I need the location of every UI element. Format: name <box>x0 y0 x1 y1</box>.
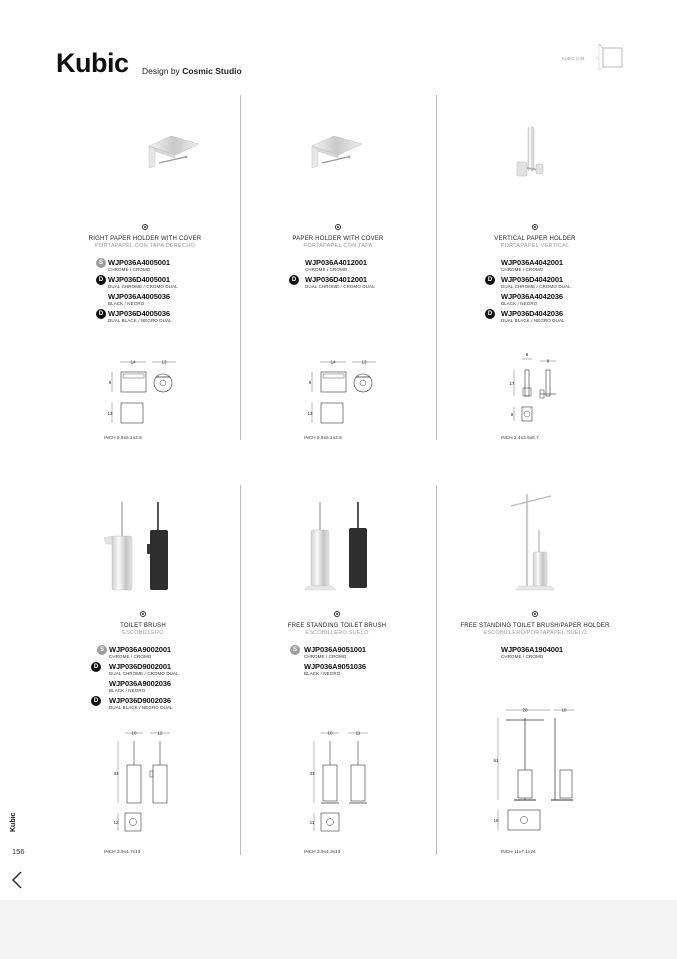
dim-height: 33 <box>113 771 119 776</box>
marker-icon <box>532 224 538 230</box>
code-row <box>501 645 677 662</box>
product-toilet-brush <box>48 611 238 713</box>
d-badge-icon: D <box>91 662 101 672</box>
product-code: WJP036D4005001 <box>108 275 170 284</box>
product-code: WJP036D4012001 <box>305 275 367 284</box>
d-badge-icon: D <box>485 275 495 285</box>
technical-drawing-brush-paper-stand <box>488 704 578 836</box>
dim-depth: 12 <box>157 730 163 736</box>
finish-label: DUAL BLACK / NEGRO DUAL <box>108 318 172 323</box>
product-image-free-standing-toilet-brush <box>300 498 380 594</box>
product-name-es: ESCOBILLERO/PORTAPAPEL SUELO <box>483 630 587 636</box>
product-name-es: PORTAPAPEL CON TAPA <box>303 243 373 249</box>
code-row <box>109 679 299 696</box>
code-row <box>304 662 494 679</box>
inch-dimensions: INCH 11x7.1x24 <box>501 849 536 854</box>
finish-label: DUAL CHROME / CROMO DUAL <box>109 671 179 676</box>
code-row <box>487 309 677 326</box>
product-name: TOILET BRUSH <box>120 623 166 629</box>
product-name-es: PORTAPAPEL CON TAPA DERECHO <box>95 243 195 249</box>
dim-height: 17 <box>509 381 515 386</box>
d-badge-icon: D <box>91 696 101 706</box>
code-row <box>501 258 677 275</box>
product-name-es: ESCOBILLERO <box>122 630 164 636</box>
code-list <box>501 645 677 662</box>
product-code: WJP036A4042001 <box>501 258 563 267</box>
dim-base: 13 <box>107 411 113 416</box>
design-by-prefix: Design by <box>142 66 180 76</box>
dim-depth: 13 <box>161 359 167 365</box>
inch-dimensions: INCH 5.5x5.1x3.5 <box>104 435 142 440</box>
finish-label: CHROME / CROMO <box>305 267 348 272</box>
product-name: RIGHT PAPER HOLDER WITH COVER <box>88 236 202 242</box>
back-arrow-icon[interactable] <box>10 870 24 890</box>
dim-depth: 11 <box>355 730 361 736</box>
product-name: FREE STANDING TOILET BRUSH/PAPER HOLDER <box>460 623 610 629</box>
dim-base: 9 <box>510 412 514 417</box>
marker-icon <box>532 611 538 617</box>
d-badge-icon: D <box>96 275 106 285</box>
product-code: WJP036A9051001 <box>304 645 366 654</box>
studio-name: Cosmic Studio <box>182 66 242 76</box>
finish-label: CHROME / CROMO <box>501 654 544 659</box>
finish-label: CHROME / CROMO <box>304 654 347 659</box>
dim-width: 14 <box>330 359 336 365</box>
product-code: WJP036A9002001 <box>109 645 171 654</box>
finish-label: DUAL CHROME / CROMO DUAL <box>501 284 571 289</box>
inch-dimensions: INCH 3.9x4.3x13 <box>304 849 341 854</box>
product-code: WJP036A4005001 <box>108 258 170 267</box>
product-vertical-paper-holder <box>440 224 630 326</box>
technical-drawing-paper-holder <box>104 355 184 427</box>
product-image-vertical-paper-holder <box>512 124 548 184</box>
dim-height: 9 <box>108 380 112 385</box>
technical-drawing-vertical-holder <box>506 350 566 428</box>
page-number: 156 <box>12 847 25 856</box>
product-name: PAPER HOLDER WITH COVER <box>292 236 384 242</box>
product-image-brush-paper-holder-stand <box>505 490 561 594</box>
finish-label: BLACK / NEGRO <box>304 671 341 676</box>
cube-label: KuBiC C.M. <box>562 56 586 61</box>
inch-dimensions: INCH 3.9x4.7x13 <box>104 849 141 854</box>
code-row <box>93 696 299 713</box>
dim-depth: 13 <box>361 359 367 365</box>
code-list <box>487 258 677 326</box>
marker-icon <box>140 611 146 617</box>
brand-title: Kubic <box>56 48 129 78</box>
product-name-es: PORTAPAPEL VERTICAL <box>500 243 570 249</box>
dim-width: 6 <box>525 352 529 357</box>
product-code: WJP036A4005036 <box>108 292 170 301</box>
product-code: WJP036D4005036 <box>108 309 170 318</box>
code-row <box>98 309 298 326</box>
d-badge-icon: D <box>485 309 495 319</box>
dim-depth: 9 <box>546 358 550 364</box>
product-code: WJP036A1904001 <box>501 645 563 654</box>
finish-label: CHROME / CROMO <box>108 267 151 272</box>
side-section-label: Kubic <box>10 812 17 832</box>
footer-bar <box>0 900 677 959</box>
dim-width: 14 <box>130 359 136 365</box>
dim-base: 13 <box>307 411 313 416</box>
product-paper-holder <box>243 224 433 292</box>
cube-logo-icon <box>596 42 626 74</box>
finish-label: DUAL BLACK / NEGRO DUAL <box>501 318 565 323</box>
dim-height: 61 <box>493 758 499 763</box>
product-name-es: ESCOBILLERO SUELO <box>305 630 369 636</box>
technical-drawing-paper-holder <box>304 355 384 427</box>
product-right-paper-holder <box>50 224 240 326</box>
finish-label: CHROME / CROMO <box>109 654 152 659</box>
d-badge-icon: D <box>96 309 106 319</box>
dim-height: 33 <box>309 771 315 776</box>
code-row <box>501 292 677 309</box>
product-code: WJP036A4012001 <box>305 258 367 267</box>
dim-width: 10 <box>327 730 333 736</box>
dim-base: 12 <box>113 820 119 825</box>
product-code: WJP036A9002036 <box>109 679 171 688</box>
dim-base: 18 <box>493 818 499 823</box>
product-free-standing-toilet-brush <box>242 611 432 679</box>
dim-width: 10 <box>131 730 137 736</box>
marker-icon <box>334 611 340 617</box>
product-code: WJP036D4042001 <box>501 275 563 284</box>
dim-width: 28 <box>522 707 528 713</box>
finish-label: DUAL CHROME / CROMO DUAL <box>108 284 178 289</box>
s-badge-icon: S <box>97 645 107 655</box>
product-image-paper-holder <box>308 130 368 175</box>
d-badge-icon: D <box>289 275 299 285</box>
inch-dimensions: INCH 5.5x5.1x3.5 <box>304 435 342 440</box>
product-code: WJP036D9002001 <box>109 662 171 671</box>
dim-depth: 18 <box>561 707 567 713</box>
dim-height: 9 <box>308 380 312 385</box>
product-image-right-paper-holder <box>145 130 205 175</box>
code-row <box>487 275 677 292</box>
product-code: WJP036A4042036 <box>501 292 563 301</box>
product-code: WJP036D9002036 <box>109 696 171 705</box>
design-by-line <box>142 66 242 76</box>
marker-icon <box>142 224 148 230</box>
product-brush-paper-holder-stand <box>440 611 630 662</box>
product-code: WJP036D4042036 <box>501 309 563 318</box>
product-name: VERTICAL PAPER HOLDER <box>494 236 576 242</box>
finish-label: BLACK / NEGRO <box>109 688 146 693</box>
code-row <box>108 292 298 309</box>
s-badge-icon: S <box>290 645 300 655</box>
dim-base: 11 <box>309 820 315 825</box>
finish-label: CHROME / CROMO <box>501 267 544 272</box>
technical-drawing-free-standing-brush <box>306 727 376 837</box>
product-image-toilet-brush <box>100 498 180 594</box>
product-name: FREE STANDING TOILET BRUSH <box>287 623 387 629</box>
finish-label: DUAL CHROME / CROMO DUAL <box>305 284 375 289</box>
product-code: WJP036A9051036 <box>304 662 366 671</box>
inch-dimensions: INCH 2.4x3.5x6.7 <box>501 435 539 440</box>
finish-label: BLACK / NEGRO <box>501 301 538 306</box>
s-badge-icon: S <box>96 258 106 268</box>
technical-drawing-toilet-brush <box>108 727 178 837</box>
finish-label: BLACK / NEGRO <box>108 301 145 306</box>
finish-label: DUAL BLACK / NEGRO DUAL <box>109 705 173 710</box>
marker-icon <box>335 224 341 230</box>
